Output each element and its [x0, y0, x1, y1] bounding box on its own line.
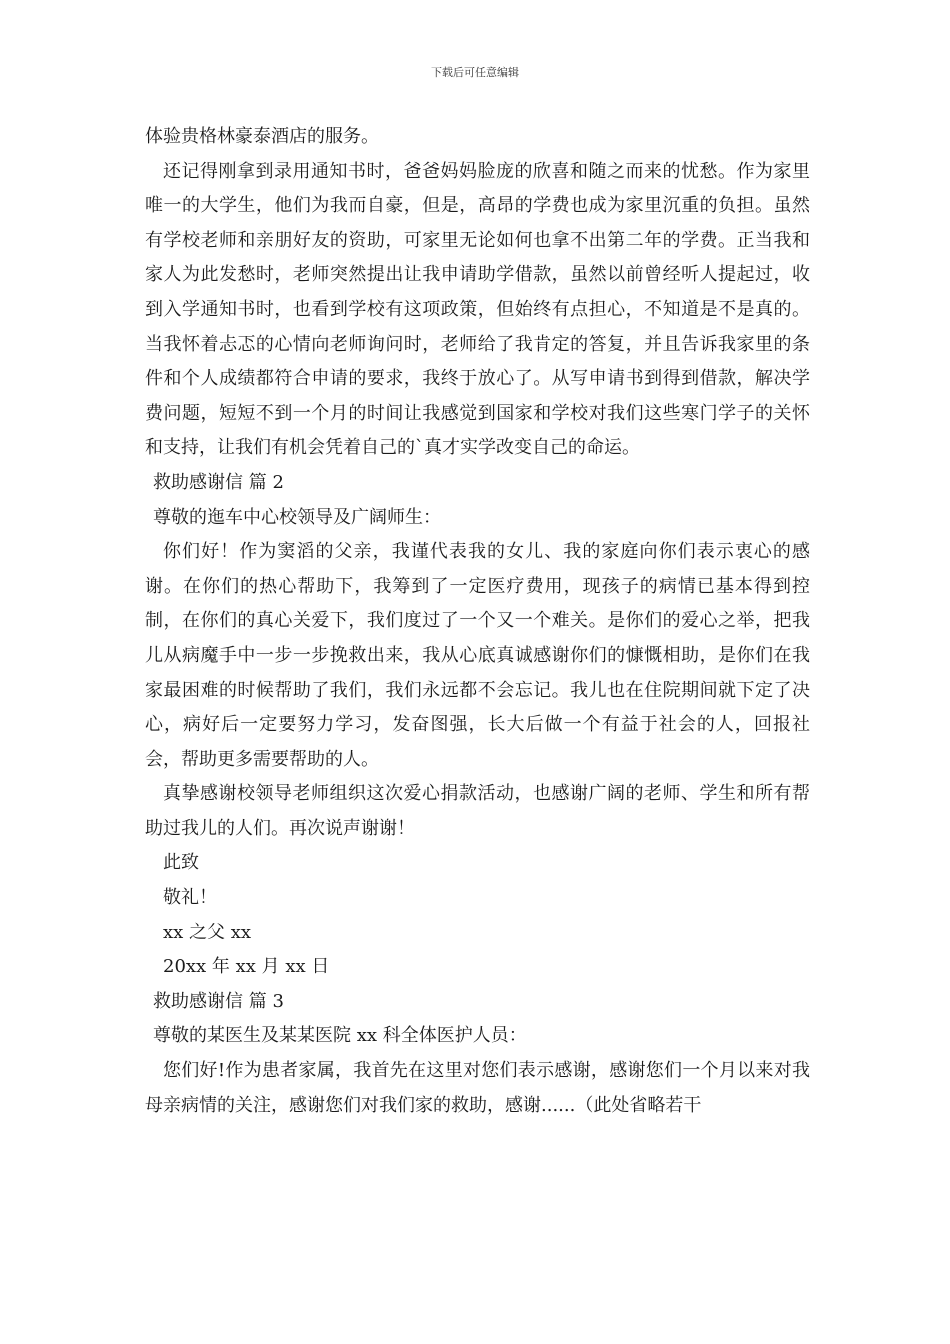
signature: xx 之父 xx [163, 921, 252, 943]
paragraph-1: 体验贵格林豪泰酒店的服务。 [145, 126, 379, 147]
section-heading-2: 救助感谢信 篇 2 [153, 471, 284, 493]
paragraph-4: 真挚感谢校领导老师组织这次爱心捐款活动，也感谢广阔的老师、学生和所有帮助过我儿的人们。再次说声谢谢！ [145, 783, 810, 839]
document-body [145, 120, 810, 1123]
salutation-2: 尊敬的迤车中心校领导及广阔师生： [153, 506, 441, 528]
page-header: 下载后可任意编辑 [431, 66, 519, 79]
salutation-3: 尊敬的某医生及某某医院 xx 科全体医护人员： [153, 1025, 527, 1047]
paragraph-5: 您们好!作为患者家属，我首先在这里对您们表示感谢，感谢您们一个月以来对我母亲病情的关注，感谢您们对我们家的救助，感谢......（此处省略若干 [145, 1060, 810, 1116]
closing-line-1: 此致 [163, 852, 199, 874]
section-heading-3: 救助感谢信 篇 3 [153, 990, 284, 1012]
paragraph-3: 你们好！作为窦滔的父亲，我谨代表我的女儿、我的家庭向你们表示衷心的感谢。在你们的热心帮助下，我筹到了一定医疗费用，现孩子的病情已基本得到控制，在你们的真心关爱下，我们度过了一个又一个难关。是你们的爱心之举，把我儿从病魔手中一步一步挽救出来，我从心底真诚感谢你们的慷慨相助，是你们在我家最困难的时候帮助了我们，我们永远都不会忘记。我儿也在住院期间就下定了决心，病好后一定要努力学习，发奋图强，长大后做一个有益于社会的人，回报社会，帮助更多需要帮助的人。 [145, 541, 810, 770]
date: 20xx 年 xx 月 xx 日 [163, 956, 330, 978]
closing-line-2: 敬礼！ [163, 887, 217, 909]
paragraph-2: 还记得刚拿到录用通知书时，爸爸妈妈脸庞的欣喜和随之而来的忧愁。作为家里唯一的大学生，他们为我而自豪，但是，高昂的学费也成为家里沉重的负担。虽然有学校老师和亲朋好友的资助，可家里无论如何也拿不出第二年的学费。正当我和家人为此发愁时，老师突然提出让我申请助学借款，虽然以前曾经听人提起过，收到入学通知书时，也看到学校有这项政策，但始终有点担心，不知道是不是真的。当我怀着忐忑的心情向老师询问时，老师给了我肯定的答复，并且告诉我家里的条件和个人成绩都符合申请的要求，我终于放心了。从写申请书到得到借款，解决学费问题，短短不到一个月的时间让我感觉到国家和学校对我们这些寒门学子的关怀和支持，让我们有机会凭着自己的`真才实学改变自己的命运。 [145, 160, 810, 459]
